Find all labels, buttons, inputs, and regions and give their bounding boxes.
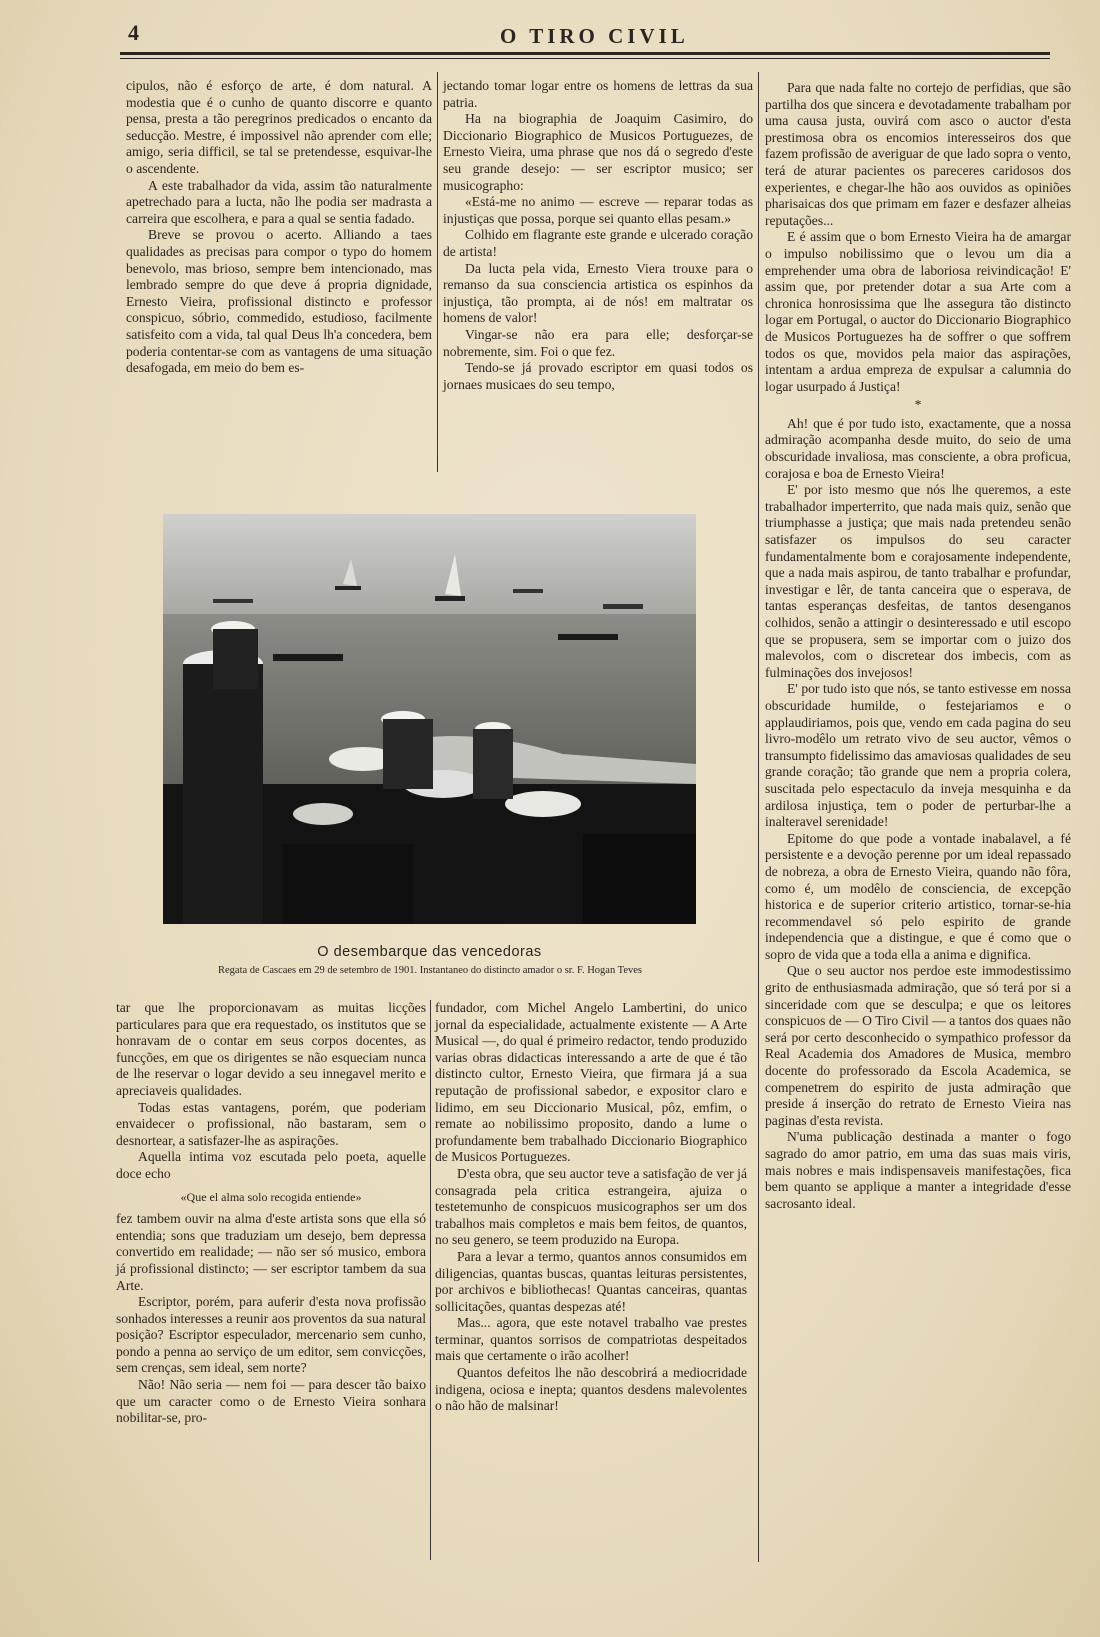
photo-illustration [163,514,696,924]
paragraph: fez tambem ouvir na alma d'este artista sons que ella só entendia; sons que traduziam um desejo, bem depressa convertido em realidade; — não ser só musico, embora já profissional distincto; — ser escriptor tambem da sua Arte. [116,1211,426,1293]
header-rule [120,52,1050,55]
article-column-1 [126,78,432,377]
column-divider [437,72,438,472]
article-column-3 [765,80,1071,1212]
section-separator: * [914,397,922,413]
paragraph: E' por isto mesmo que nós lhe queremos, a este trabalhador imperterrito, que nada mais quiz, senão que triumphasse a justiça; que mais nada pretendeu senão satisfazer os impulsos do seu caracter fundamentalmente bom e corajosamente independente, que a nada mais aspirou, de tanto trabalhar e profundar, investigar e lêr, de tanta canceira que o esperava, de tantas esperanças desfeitas, de tantos desenganos colhidos, senão a attingir o desinteressado e util escopo que se propusera, sem se importar com o juizo dos malevolos, com o discretear dos imbecis, com as fulminações dos invejosos! [765,482,1071,680]
photo-caption-title: O desembarque das vencedoras [317,944,542,960]
article-column-1-lower [116,1000,426,1427]
paragraph: Ha na biographia de Joaquim Casimiro, do Diccionario Biographico de Musicos Portuguezes, de Ernesto Vieira, uma phrase que nos dá o segredo d'este seu grande desejo: — ser escriptor musico; ser musicographo: [443,111,753,193]
paragraph: N'uma publicação destinada a manter o fogo sagrado do amor patrio, em uma das suas mais viris, mais nobres e mais indispensaveis manifestações, fica bem quanto se applique a manter a integridade d'esse sacrosanto ideal. [765,1129,1071,1211]
header-rule-thin [120,58,1050,59]
masthead-title: O TIRO CIVIL [500,24,689,48]
paragraph: fundador, com Michel Angelo Lambertini, do unico jornal da especialidade, actualmente existente — A Arte Musical —, do qual é primeiro redactor, tendo produzido varias obras didacticas interessando a arte de que é tão distincto cultor, Ernesto Vieira, que firmara já a sua reputação de profissional sabedor, e expositor claro e lidimo, em seu Diccionario Musical, pôz, emfim, o remate ao nobilissimo proposito, dando a lume o profundamente bem trabalhado Diccionario Biographico de Musicos Portuguezes. [435,1000,747,1165]
paragraph: Breve se provou o acerto. Alliando a taes qualidades as precisas para compor o typo do homem benevolo, mas brioso, sempre bem intencionado, mas lembrado sempre do que deve á propria dignidade, Ernesto Vieira, profissional distincto e professor conspicuo, sóbrio, commedido, estudioso, facilmente satisfeito com a vida, tal qual Deus lh'a concedera, bem poderia contentar-se com as vantagens de uma situação desafogada, em meio do bem es- [126,227,432,376]
quotation: «Que el alma solo recogida entiende» [180,1189,362,1204]
paragraph: Que o seu auctor nos perdoe este immodestissimo grito de enthusiasmada admiração, que só terá por si a sinceridade com que se desculpa; e que os leitores conspicuos de — O Tiro Civil — a tantos dos quaes não será por certo desconhecido o sympathico professor da Real Academia dos Amadores de Musica, membro docente do professorado da Escola Academica, se compenetrem do espirito de justa admiração que preside á inserção do retrato de Ernesto Vieira nas paginas d'esta revista. [765,963,1071,1128]
paragraph: Para que nada falte no cortejo de perfidias, que são partilha dos que sincera e devotadamente trabalham por uma causa justa, ouvirá com asco o auctor d'esta prestimosa obra os encomios interesseiros dos que fazem profissão de averiguar de que lado sopra o vento, terá de aturar pacientes os pareceres caridosos dos experientes, e chegar-lhe hão aos ouvidos as opiniões pharisaicas dos que primam em fazer e desfazer alheias reputações... [765,80,1071,228]
paragraph: E é assim que o bom Ernesto Vieira ha de amargar o impulso nobilissimo que o levou um dia a emprehender uma obra de laboriosa reivindicação! E' assim que, por pretender dotar a sua Arte com a chronica honrosissima que lhe assegura tão distincto logar em Portugal, o auctor do Diccionario Biographico de Musicos Portuguezes ha de soffrer o que soffrem todos os que, movidos pela maior das aspirações, intentam a ardua empreza de expulsar a calumnia do logar usurpado á Justiça! [765,229,1071,394]
paragraph: Para a levar a termo, quantos annos consumidos em diligencias, quantas buscas, quantas leituras persistentes, por archivos e bibliothecas! Quantas canceiras, quantas sollicitações, quantas despezas até! [435,1248,747,1314]
paragraph: Da lucta pela vida, Ernesto Viera trouxe para o remanso da sua consciencia artistica os espinhos da injustiça, tão prompta, ai de nós! em maltratar os homens de valor! [443,260,753,326]
photo-caption-credit: Regata de Cascaes em 29 de setembro de 1901. Instantaneo do distincto amador o sr. F. Hogan Teves [218,965,642,976]
paragraph: Mas... agora, que este notavel trabalho vae prestes terminar, quantos sorrisos de compatriotas despeitados mais que certamente o irão acolher! [435,1315,747,1364]
paragraph: Aquella intima voz escutada pelo poeta, aquelle doce echo [116,1149,426,1181]
paragraph: tar que lhe proporcionavam as muitas licções particulares para que era requestado, os institutos que se honravam de o contar em seus corpos docentes, as funcções, em que os dirigentes se não esqueciam nunca de lhe reservar o logar devido a seu innegavel merito e apreciaveis qualidades. [116,1000,426,1098]
column-divider [758,72,759,1562]
paragraph: Vingar-se não era para elle; desforçar-se nobremente, sim. Foi o que fez. [443,326,753,359]
paragraph: Escriptor, porém, para auferir d'esta nova profissão sonhados interesses a reunir aos proventos da sua natural posição? Escriptor especulador, mercenario sem cunho, pondo a penna ao serviço de um editor, sem convicções, sem crenças, sem ideal, sem norte? [116,1294,426,1376]
paragraph: Todas estas vantagens, porém, que poderiam envaidecer o profissional, não bastaram, sem o desnortear, a satisfazer-lhe as aspirações. [116,1099,426,1148]
paragraph: Ah! que é por tudo isto, exactamente, que a nossa admiração acompanha desde muito, do seio de uma obscuridade invaliosa, mas consciente, a obra proficua, corajosa e boa de Ernesto Vieira! [765,415,1071,481]
paragraph: Tendo-se já provado escriptor em quasi todos os jornaes musicaes do seu tempo, [443,360,753,392]
regatta-photograph [163,514,696,924]
paragraph: Epitome do que pode a vontade inabalavel, a fé persistente e a devoção perenne por um ideal repassado de nobreza, a obra de Ernesto Vieira, quando não fôra, como é, um modêlo de consciencia, de excepção historica e de superior criterio artistico, tornar-se-hia recommendavel só pelo espirito de grande independencia que a distingue, e que é como que o sopro de vida que a toda ella a anima e dignifica. [765,830,1071,962]
paragraph: A este trabalhador da vida, assim tão naturalmente apetrechado para a lucta, não lhe podia ser madrasta a carreira que escolhera, e para a qual se sentia fadado. [126,177,432,226]
column-divider [430,1000,431,1560]
paragraph: cipulos, não é esforço de arte, é dom natural. A modestia que é o cunho de quanto discorre e quanto pensa, presta a tão peregrinos predicados o encanto da seducção. Mestre, é impossivel não aprender com elle; amigo, seria difficil, se tal se pretendesse, esquivar-lhe o ascendente. [126,78,432,176]
paragraph: «Está-me no animo — escreve — reparar todas as injustiças que possa, porque sei quanto ellas pesam.» [443,194,753,226]
article-column-2 [443,78,753,393]
page-number: 4 [128,20,139,45]
paragraph: Colhido em flagrante este grande e ulcerado coração de artista! [443,227,753,259]
paragraph: jectando tomar logar entre os homens de lettras da sua patria. [443,78,753,110]
article-column-2-lower [435,1000,747,1415]
paragraph: Não! Não seria — nem foi — para descer tão baixo que um caracter como o de Ernesto Vieira sonhara nobilitar-se, pro- [116,1377,426,1426]
paragraph: Quantos defeitos lhe não descobrirá a mediocridade indigena, ociosa e inepta; quantos desdens malevolentes o não hão de malsinar! [435,1365,747,1414]
paragraph: D'esta obra, que seu auctor teve a satisfação de ver já consagrada pela critica estrangeira, ajuiza o testetemunho de conspicuos musicographos ser um dos trabalhos mais completos e mais bem feitos, de quantos, no seu genero, se teem produzido na Europa. [435,1165,747,1248]
paragraph: E' por tudo isto que nós, se tanto estivesse em nossa obscuridade humilde, o festejariamos e o applaudiriamos, pois que, vendo em cada pagina do seu livro-modêlo um retrato vivo de seu auctor, vêmos o transumpto fidelissimo das amaviosas qualidades de seu grande coração; tão grande que nem a propria colera, suscitada pelo espectaculo da inveja mesquinha e da ardilosa injustiça, tem o poder de perturbar-lhe a inalteravel serenidade! [765,681,1071,830]
